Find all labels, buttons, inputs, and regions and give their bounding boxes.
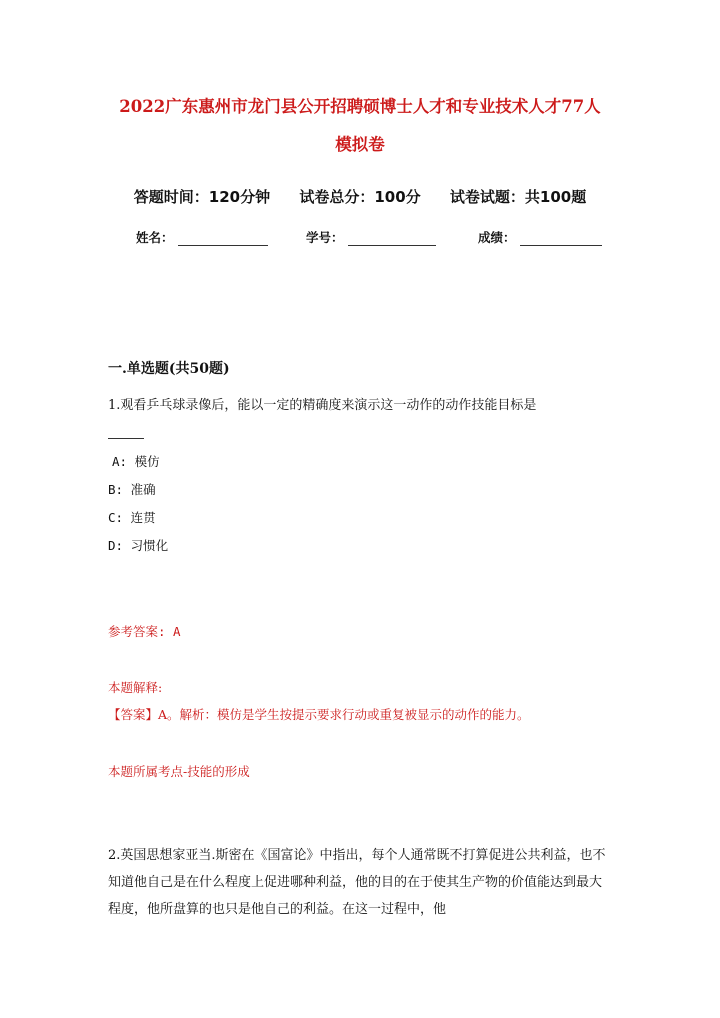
section-title: 一.单选题(共50题)	[108, 361, 230, 377]
explanation-label: 本题解释:	[108, 680, 163, 695]
exam-total-questions: 试卷试题：共100题	[449, 188, 587, 206]
question-1-text: 1.观看乒乓球录像后，能以一定的精确度来演示这一动作的动作技能目标是	[108, 398, 537, 413]
exam-meta	[0, 186, 720, 207]
exam-total-score: 试卷总分：100分	[299, 188, 421, 206]
title-line-2: 模拟卷	[335, 135, 385, 154]
name-blank[interactable]	[178, 231, 268, 246]
question-1-stem	[108, 392, 606, 419]
question-1-answer-blank	[108, 426, 144, 439]
answer-blank-line	[108, 426, 144, 439]
title-line-1: 2022广东惠州市龙门县公开招聘硕博士人才和专业技术人才77人	[119, 97, 601, 116]
option-a[interactable]: A: 模仿	[112, 454, 160, 469]
topic-label: 本题所属考点-技能的形成	[108, 764, 250, 779]
name-field	[136, 228, 268, 246]
score-label: 成绩：	[478, 230, 516, 245]
id-label: 学号：	[306, 230, 344, 245]
explanation-text: 【答案】A。解析：模仿是学生按提示要求行动或重复被显示的动作的能力。	[108, 707, 530, 722]
option-b[interactable]: B: 准确	[108, 482, 156, 497]
score-blank[interactable]	[520, 231, 602, 246]
page-title	[90, 88, 630, 164]
score-field	[478, 228, 602, 246]
option-c[interactable]: C: 连贯	[108, 510, 156, 525]
question-2-text: 2.英国思想家亚当.斯密在《国富论》中指出，每个人通常既不打算促进公共利益，也不知道他自己是在什么程度上促进哪种利益，他的目的在于使其生产物的价值能达到最大程度，他所盘算的也只是他自己的利益。在这一过程中，他	[108, 848, 606, 917]
name-label: 姓名：	[136, 230, 174, 245]
id-blank[interactable]	[348, 231, 436, 246]
exam-time: 答题时间：120分钟	[133, 188, 271, 206]
option-d[interactable]: D: 习惯化	[108, 538, 169, 553]
id-field	[306, 228, 436, 246]
reference-answer: 参考答案: A	[108, 624, 181, 639]
